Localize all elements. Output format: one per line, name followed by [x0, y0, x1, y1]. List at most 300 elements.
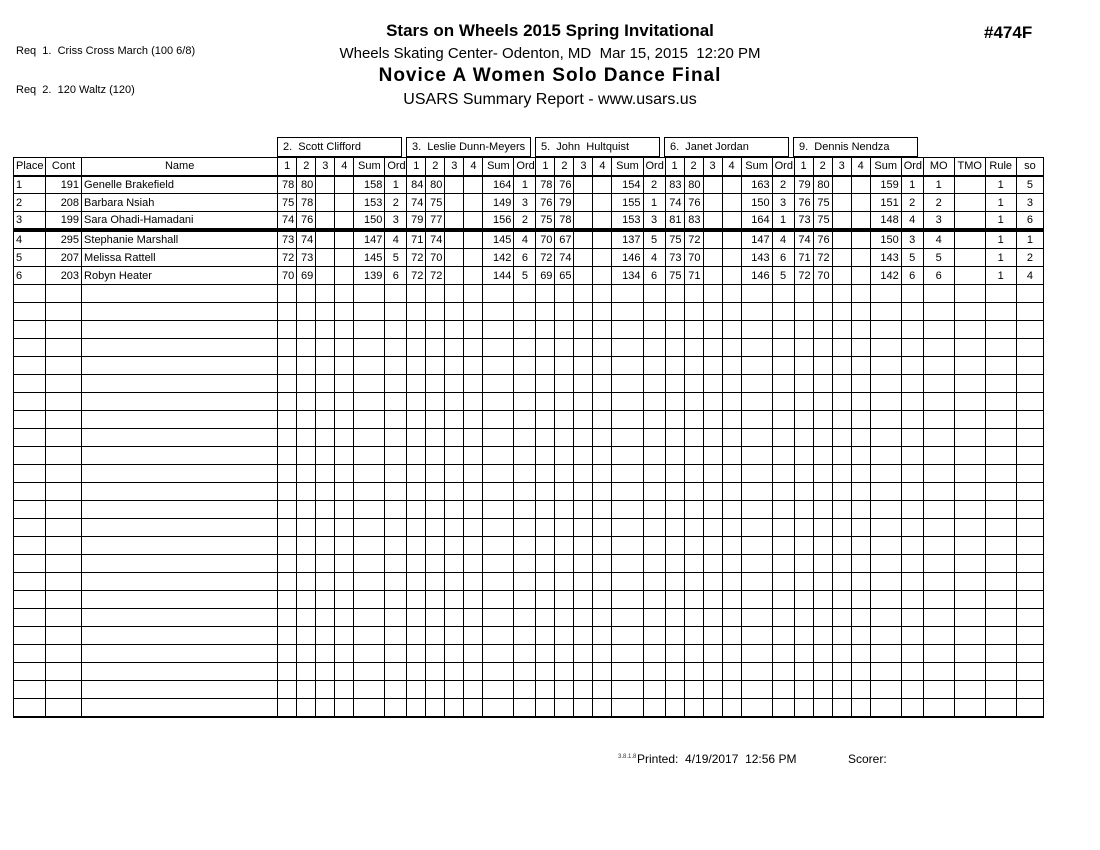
score-cell: 78	[536, 176, 555, 194]
score-cell	[722, 645, 741, 663]
score-cell	[574, 483, 593, 501]
score-cell	[316, 411, 335, 429]
score-cell	[593, 501, 612, 519]
score-cell	[703, 321, 722, 339]
sum-cell: 154	[612, 176, 643, 194]
score-cell: 78	[555, 212, 574, 231]
name-header: Name	[82, 158, 278, 176]
score-cell	[593, 321, 612, 339]
empty-table-row	[14, 285, 1044, 303]
sum-cell	[483, 375, 514, 393]
score-cell	[335, 537, 354, 555]
ord-cell	[514, 591, 536, 609]
score-cell	[665, 357, 684, 375]
sum-cell	[612, 501, 643, 519]
score-cell	[794, 645, 813, 663]
score-cell: 75	[813, 194, 832, 212]
ord-cell	[901, 591, 923, 609]
score-cell	[813, 573, 832, 591]
score-cell	[445, 194, 464, 212]
ord-cell	[901, 447, 923, 465]
sum-cell	[741, 699, 772, 717]
score-cell	[851, 411, 870, 429]
score-cell	[426, 591, 445, 609]
sum-cell: 139	[354, 267, 385, 285]
ord-cell	[643, 393, 665, 411]
requirement-line-2: Req 2. 120 Waltz (120)	[16, 84, 135, 96]
skater-name-cell	[82, 519, 278, 537]
ord-cell	[514, 681, 536, 699]
score-cell	[297, 393, 316, 411]
score-cell	[832, 483, 851, 501]
score-cell	[703, 339, 722, 357]
skater-name-cell	[82, 285, 278, 303]
cont-cell	[46, 519, 82, 537]
sum-cell	[870, 285, 901, 303]
sum-cell	[741, 537, 772, 555]
score-cell	[851, 357, 870, 375]
score-cell: 83	[665, 176, 684, 194]
skater-name-cell	[82, 339, 278, 357]
tmo-cell	[954, 393, 985, 411]
score-cell	[574, 465, 593, 483]
mo-cell	[923, 699, 954, 717]
so-cell: 1	[1016, 230, 1043, 249]
score-cell	[407, 375, 426, 393]
score-cell	[665, 339, 684, 357]
score-cell	[445, 447, 464, 465]
place-cell	[14, 375, 46, 393]
place-cell	[14, 609, 46, 627]
score-cell	[335, 249, 354, 267]
sum-cell	[612, 393, 643, 411]
sum-cell	[741, 573, 772, 591]
sum-cell	[870, 645, 901, 663]
score-cell	[555, 321, 574, 339]
ord-cell: 4	[643, 249, 665, 267]
score-cell	[555, 411, 574, 429]
score-cell	[684, 699, 703, 717]
score-cell	[316, 519, 335, 537]
score-cell	[407, 339, 426, 357]
score-cell	[684, 465, 703, 483]
sum-cell	[612, 285, 643, 303]
score-cell	[445, 591, 464, 609]
table-row	[14, 267, 1044, 285]
ord-cell	[901, 645, 923, 663]
score-cell	[335, 663, 354, 681]
tmo-cell	[954, 357, 985, 375]
score-cell	[278, 699, 297, 717]
score-cell	[794, 375, 813, 393]
score-cell	[593, 609, 612, 627]
cont-cell	[46, 609, 82, 627]
mo-cell	[923, 411, 954, 429]
score-cell	[316, 393, 335, 411]
ord-cell	[901, 483, 923, 501]
score-cell	[316, 357, 335, 375]
score-cell	[335, 501, 354, 519]
sum-cell: 159	[870, 176, 901, 194]
sum-cell	[483, 627, 514, 645]
score-cell	[426, 285, 445, 303]
tmo-cell	[954, 537, 985, 555]
sum-cell	[870, 447, 901, 465]
score-cell	[536, 447, 555, 465]
mo-cell	[923, 357, 954, 375]
ord-cell	[643, 501, 665, 519]
score-cell	[297, 321, 316, 339]
ord-cell	[901, 465, 923, 483]
score-cell	[464, 176, 483, 194]
ord-cell	[901, 537, 923, 555]
score-cell	[703, 194, 722, 212]
place-cell: 6	[14, 267, 46, 285]
score-cell	[703, 357, 722, 375]
score-col-header: 1	[536, 158, 555, 176]
rule-cell	[985, 537, 1016, 555]
score-cell	[464, 699, 483, 717]
ord-cell: 2	[514, 212, 536, 231]
score-cell	[813, 429, 832, 447]
ord-cell	[643, 303, 665, 321]
mo-cell	[923, 321, 954, 339]
score-col-header: 4	[464, 158, 483, 176]
score-cell: 72	[407, 267, 426, 285]
sum-cell: 144	[483, 267, 514, 285]
score-col-header: 1	[278, 158, 297, 176]
sum-cell	[354, 375, 385, 393]
place-cell	[14, 501, 46, 519]
score-cell	[703, 176, 722, 194]
score-cell	[536, 357, 555, 375]
tmo-cell	[954, 194, 985, 212]
ord-cell: 3	[643, 212, 665, 231]
score-cell	[574, 212, 593, 231]
place-cell	[14, 699, 46, 717]
rule-header: Rule	[985, 158, 1016, 176]
score-cell	[464, 591, 483, 609]
score-cell	[851, 645, 870, 663]
score-cell	[335, 285, 354, 303]
score-cell	[555, 681, 574, 699]
place-cell	[14, 645, 46, 663]
sum-cell	[612, 303, 643, 321]
score-cell	[297, 663, 316, 681]
rule-cell: 1	[985, 267, 1016, 285]
score-cell: 74	[426, 230, 445, 249]
score-cell	[593, 663, 612, 681]
mo-header: MO	[923, 158, 954, 176]
sum-cell: 151	[870, 194, 901, 212]
cont-cell: 295	[46, 230, 82, 249]
score-cell: 78	[278, 176, 297, 194]
score-cell: 80	[684, 176, 703, 194]
rule-cell: 1	[985, 230, 1016, 249]
sum-cell	[870, 609, 901, 627]
ord-cell	[772, 627, 794, 645]
ord-cell	[772, 303, 794, 321]
score-cell	[722, 447, 741, 465]
score-cell	[703, 249, 722, 267]
skater-name-cell	[82, 357, 278, 375]
score-cell	[316, 267, 335, 285]
score-table	[13, 157, 1044, 718]
score-cell	[574, 230, 593, 249]
score-cell	[426, 555, 445, 573]
score-cell	[851, 609, 870, 627]
score-cell	[851, 537, 870, 555]
score-cell: 80	[297, 176, 316, 194]
score-cell	[464, 303, 483, 321]
sum-cell	[483, 285, 514, 303]
tmo-cell	[954, 267, 985, 285]
tmo-cell	[954, 465, 985, 483]
sum-cell	[354, 393, 385, 411]
score-cell	[316, 176, 335, 194]
score-cell	[555, 393, 574, 411]
score-cell: 72	[536, 249, 555, 267]
score-cell	[665, 393, 684, 411]
sum-cell: 164	[483, 176, 514, 194]
score-cell	[703, 645, 722, 663]
tmo-cell	[954, 447, 985, 465]
score-cell	[445, 357, 464, 375]
ord-cell	[643, 339, 665, 357]
score-cell	[794, 591, 813, 609]
mo-cell	[923, 339, 954, 357]
so-cell	[1016, 537, 1043, 555]
score-cell	[536, 339, 555, 357]
place-cell	[14, 537, 46, 555]
score-cell	[555, 339, 574, 357]
ord-cell	[514, 519, 536, 537]
score-cell	[665, 285, 684, 303]
tmo-cell	[954, 249, 985, 267]
tmo-cell	[954, 501, 985, 519]
sum-cell	[354, 555, 385, 573]
score-col-header: 3	[832, 158, 851, 176]
ord-cell: 1	[901, 176, 923, 194]
score-cell	[445, 645, 464, 663]
score-cell: 76	[684, 194, 703, 212]
sum-cell	[612, 465, 643, 483]
score-cell	[297, 375, 316, 393]
score-cell	[794, 537, 813, 555]
score-cell	[445, 483, 464, 501]
sum-cell: 146	[612, 249, 643, 267]
score-cell	[684, 483, 703, 501]
sum-cell	[870, 375, 901, 393]
score-cell: 69	[536, 267, 555, 285]
ord-cell	[514, 483, 536, 501]
score-cell: 80	[426, 176, 445, 194]
score-cell	[722, 339, 741, 357]
score-cell	[813, 519, 832, 537]
tmo-cell	[954, 627, 985, 645]
score-cell	[335, 609, 354, 627]
score-cell	[722, 411, 741, 429]
tmo-cell	[954, 339, 985, 357]
ord-cell	[643, 555, 665, 573]
score-cell	[574, 393, 593, 411]
sum-header: Sum	[741, 158, 772, 176]
score-cell	[445, 230, 464, 249]
score-cell	[832, 303, 851, 321]
score-cell: 72	[794, 267, 813, 285]
sum-cell	[354, 465, 385, 483]
judge-header: 5. John Hultquist	[535, 137, 660, 157]
score-cell: 69	[297, 267, 316, 285]
ord-cell	[643, 411, 665, 429]
score-cell	[851, 230, 870, 249]
rule-cell	[985, 609, 1016, 627]
sum-cell	[354, 609, 385, 627]
score-cell	[464, 555, 483, 573]
empty-table-row	[14, 555, 1044, 573]
place-cell	[14, 321, 46, 339]
score-cell	[297, 537, 316, 555]
ord-cell	[772, 483, 794, 501]
sum-cell: 137	[612, 230, 643, 249]
score-cell	[593, 285, 612, 303]
score-cell	[832, 393, 851, 411]
score-cell: 73	[297, 249, 316, 267]
score-cell	[426, 699, 445, 717]
ord-cell	[385, 303, 407, 321]
so-cell	[1016, 393, 1043, 411]
ord-cell: 6	[514, 249, 536, 267]
tmo-cell	[954, 303, 985, 321]
score-cell	[703, 411, 722, 429]
tmo-header: TMO	[954, 158, 985, 176]
rule-cell	[985, 303, 1016, 321]
score-cell	[426, 483, 445, 501]
score-cell: 74	[278, 212, 297, 231]
score-cell	[832, 537, 851, 555]
score-cell	[703, 375, 722, 393]
score-cell	[426, 663, 445, 681]
empty-table-row	[14, 303, 1044, 321]
skater-name-cell	[82, 393, 278, 411]
score-cell	[832, 249, 851, 267]
ord-cell	[643, 627, 665, 645]
ord-cell	[901, 501, 923, 519]
sum-cell: 164	[741, 212, 772, 231]
sum-cell: 146	[741, 267, 772, 285]
ord-cell	[514, 303, 536, 321]
score-cell: 76	[536, 194, 555, 212]
tmo-cell	[954, 176, 985, 194]
mo-cell	[923, 393, 954, 411]
sum-cell	[354, 339, 385, 357]
skater-name-cell	[82, 537, 278, 555]
score-cell	[703, 555, 722, 573]
score-cell	[665, 699, 684, 717]
score-cell	[426, 393, 445, 411]
score-cell	[297, 429, 316, 447]
ord-cell	[385, 645, 407, 663]
score-cell	[813, 285, 832, 303]
score-cell	[426, 501, 445, 519]
sum-cell	[870, 339, 901, 357]
cont-cell	[46, 483, 82, 501]
score-cell	[593, 393, 612, 411]
score-cell	[703, 465, 722, 483]
score-cell	[426, 627, 445, 645]
sum-cell	[741, 285, 772, 303]
score-cell	[665, 447, 684, 465]
score-cell	[464, 627, 483, 645]
sum-cell	[612, 519, 643, 537]
sum-cell	[870, 537, 901, 555]
sum-cell	[354, 627, 385, 645]
score-cell	[555, 591, 574, 609]
score-cell	[574, 303, 593, 321]
rule-cell	[985, 627, 1016, 645]
sum-cell	[483, 681, 514, 699]
score-cell: 75	[536, 212, 555, 231]
rule-cell	[985, 681, 1016, 699]
ord-cell	[772, 537, 794, 555]
place-cell	[14, 411, 46, 429]
sum-cell	[483, 483, 514, 501]
score-cell	[407, 285, 426, 303]
score-cell	[574, 681, 593, 699]
judge-header: 6. Janet Jordan	[664, 137, 789, 157]
score-cell	[464, 249, 483, 267]
ord-cell	[385, 321, 407, 339]
empty-table-row	[14, 483, 1044, 501]
rule-cell	[985, 555, 1016, 573]
score-cell	[794, 555, 813, 573]
score-cell	[665, 537, 684, 555]
score-cell: 79	[794, 176, 813, 194]
score-cell	[574, 285, 593, 303]
empty-table-row	[14, 573, 1044, 591]
sum-cell	[483, 645, 514, 663]
score-cell: 73	[794, 212, 813, 231]
score-cell	[593, 249, 612, 267]
sum-cell	[483, 591, 514, 609]
score-cell	[703, 429, 722, 447]
so-cell	[1016, 303, 1043, 321]
score-cell	[794, 447, 813, 465]
ord-cell	[385, 447, 407, 465]
score-cell	[278, 501, 297, 519]
score-col-header: 4	[593, 158, 612, 176]
skater-name-cell	[82, 411, 278, 429]
score-cell: 84	[407, 176, 426, 194]
score-cell	[297, 447, 316, 465]
ord-cell	[901, 609, 923, 627]
ord-cell	[514, 573, 536, 591]
place-cell	[14, 519, 46, 537]
mo-cell	[923, 555, 954, 573]
ord-header: Ord	[643, 158, 665, 176]
ord-cell	[772, 393, 794, 411]
ord-cell	[514, 339, 536, 357]
score-cell	[407, 537, 426, 555]
ord-cell	[385, 573, 407, 591]
place-cell: 3	[14, 212, 46, 231]
ord-cell	[385, 339, 407, 357]
score-cell	[464, 285, 483, 303]
score-cell	[335, 267, 354, 285]
place-cell	[14, 627, 46, 645]
empty-table-row	[14, 375, 1044, 393]
sum-cell	[870, 573, 901, 591]
